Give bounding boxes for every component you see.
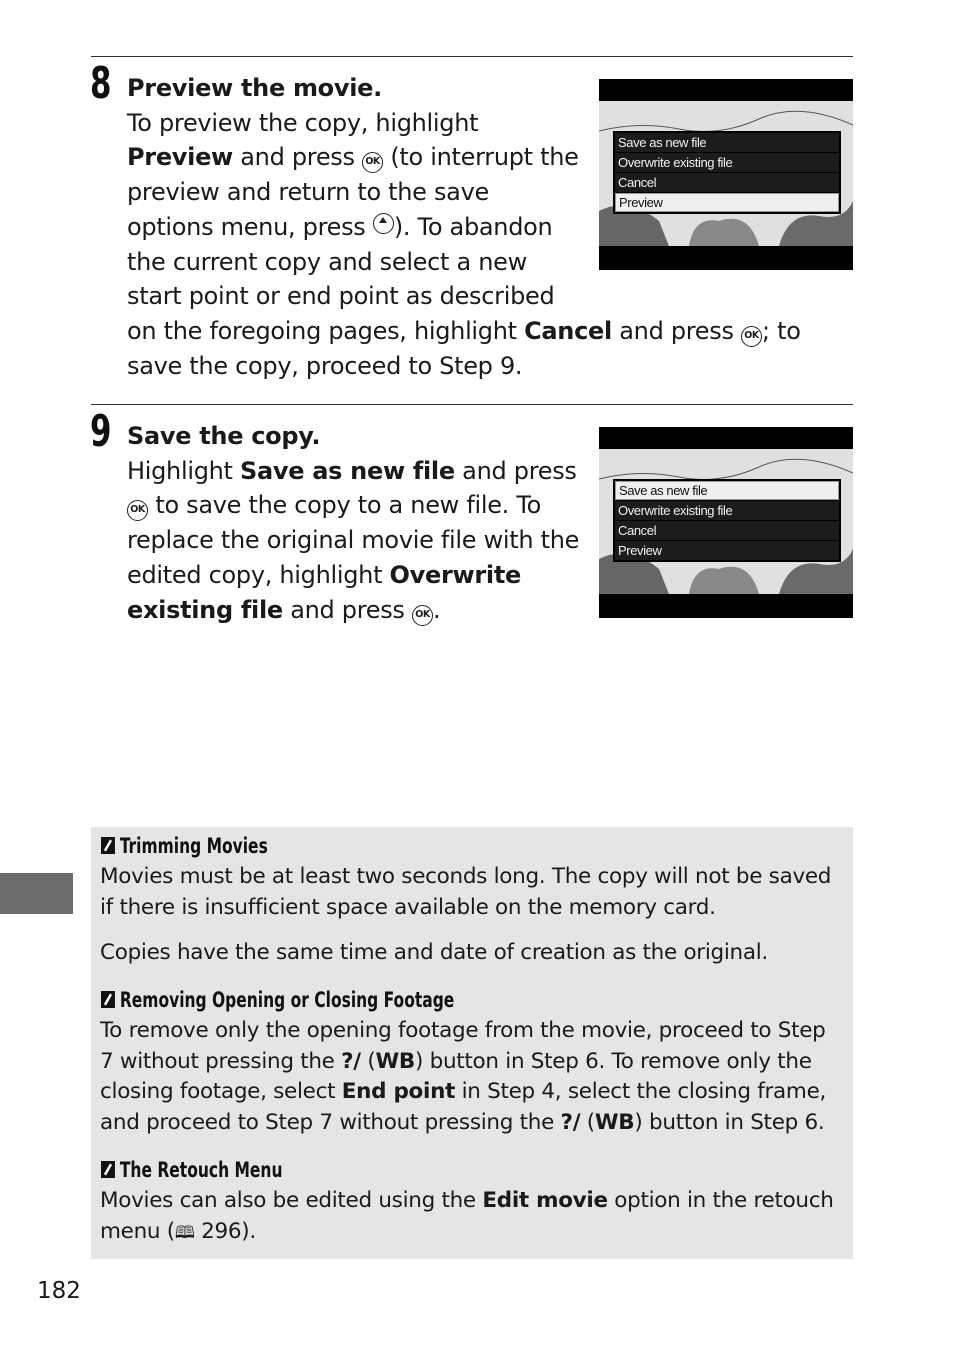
- notes-box: [91, 827, 853, 1259]
- note-heading-retouch: The Retouch Menu: [101, 1158, 282, 1182]
- note-removing-text: To remove only the opening footage from the movie, proceed to Step 7 without pressing the ?/ (WB) button in Step 6. To remove only the closing footage, select End point in Step 4, select the closing frame, and proceed to Step 7 without pressing the ?/ (WB) button in Step 6.: [100, 1018, 827, 1136]
- menu-item-cancel[interactable]: Cancel: [615, 521, 839, 540]
- text-line: existing file and press OK .: [127, 595, 441, 624]
- text-line: replace the original movie file with the: [127, 526, 580, 555]
- menu-item-overwrite[interactable]: Overwrite existing file: [615, 501, 839, 520]
- menu-item-save-as-new[interactable]: Save as new file: [615, 481, 839, 500]
- save-options-menu: [613, 131, 841, 214]
- text-line: OK to save the copy to a new file. To: [127, 488, 579, 523]
- step-number: 9: [90, 406, 112, 457]
- chapter-tab: [0, 873, 73, 914]
- menu-item-preview[interactable]: Preview: [615, 541, 839, 560]
- step-heading: Save the copy.: [127, 422, 321, 450]
- note-trimming-text-2: Copies have the same time and date of creation as the original.: [100, 940, 768, 965]
- text-line: start point or end point as described: [127, 282, 555, 311]
- text-line: preview and return to the save: [127, 178, 489, 207]
- text-line: Highlight Save as new file and press: [127, 456, 577, 485]
- protect-button-icon: ?/: [560, 1110, 581, 1136]
- menu-item-preview[interactable]: Preview: [615, 193, 839, 212]
- protect-button-icon: ?/: [341, 1048, 361, 1074]
- save-options-menu: [613, 479, 841, 562]
- ok-button-icon: OK: [741, 326, 762, 347]
- note-heading-removing: Removing Opening or Closing Footage: [101, 988, 454, 1012]
- text-line: Preview and press OK (to interrupt the: [127, 143, 579, 172]
- note-icon: [101, 1161, 115, 1178]
- camera-screen-preview: [599, 79, 853, 270]
- top-rule: [91, 56, 853, 57]
- ok-button-icon: OK: [412, 605, 433, 626]
- ok-button-icon: OK: [127, 500, 148, 521]
- menu-item-save-as-new[interactable]: Save as new file: [615, 133, 839, 152]
- text-line: on the foregoing pages, highlight Cancel and press OK ; to: [127, 316, 801, 345]
- note-heading-trimming: Trimming Movies: [101, 834, 268, 858]
- text-line: the current copy and select a new: [127, 247, 527, 276]
- book-icon: 🕮: [174, 1222, 195, 1243]
- menu-item-cancel[interactable]: Cancel: [615, 173, 839, 192]
- text-line: To preview the copy, highlight: [127, 108, 479, 137]
- step-heading: Preview the movie.: [127, 74, 382, 102]
- multi-selector-up-icon: [373, 213, 394, 234]
- step-9-text: [127, 419, 579, 627]
- ok-button-icon: OK: [362, 152, 383, 173]
- note-icon: [101, 991, 115, 1008]
- note-retouch-text: Movies can also be edited using the Edit movie option in the retouch menu (🕮 296).: [100, 1188, 834, 1244]
- step-number: 8: [90, 58, 112, 109]
- text-line: edited copy, highlight Overwrite: [127, 560, 521, 589]
- text-line: options menu, press ). To abandon: [127, 212, 553, 241]
- page-number: 182: [37, 1278, 81, 1304]
- middle-rule: [91, 404, 853, 405]
- note-icon: [101, 837, 115, 854]
- text-line: save the copy, proceed to Step 9.: [127, 351, 523, 380]
- camera-screen-save: [599, 427, 853, 618]
- menu-item-overwrite[interactable]: Overwrite existing file: [615, 153, 839, 172]
- note-trimming-text: Movies must be at least two seconds long. The copy will not be saved if there is insufficient space available on the memory card.: [100, 864, 832, 920]
